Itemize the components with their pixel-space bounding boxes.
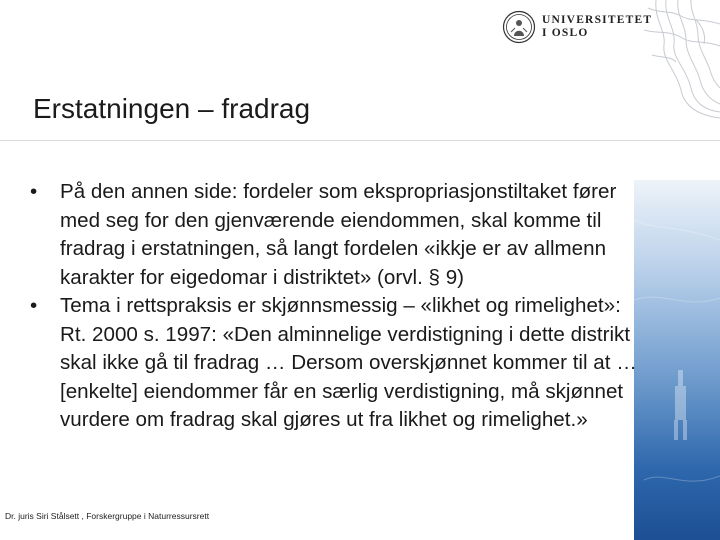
bullet-text: På den annen side: fordeler som ekspropriasjonstiltaket fører med seg for den gjenværende eiendommen, skal komme til fradrag i erstatningen, så langt fordelen «ikkje er av allmenn karakter for eigedomar i distriktet» (orvl. § 9)	[60, 180, 617, 289]
title-divider	[0, 140, 720, 141]
statue-silhouette-icon	[634, 180, 720, 540]
slide-title: Erstatningen – fradrag	[33, 93, 311, 124]
university-logo	[502, 10, 652, 44]
bullet-item	[30, 178, 640, 292]
university-seal-icon	[502, 10, 536, 44]
logo-line-2: I OSLO	[542, 27, 589, 39]
decorative-side-band	[634, 180, 720, 540]
university-name	[542, 14, 652, 40]
bullet-item	[30, 292, 640, 435]
logo-line-1: UNIVERSITETET	[542, 14, 653, 26]
bullet-text: Tema i rettspraksis er skjønnsmessig – «likhet og rimelighet»: Rt. 2000 s. 1997: «Den alminnelige verdistigning i dette distrikt skal ikke gå til fradrag … Dersom overskjønnet kommer til at … [enkelte] eiendommer får en særlig verdistigning, må skjønnet vurdere om fradrag skal gjøres ut fra likhet og rimelighet.»	[60, 294, 637, 431]
bullet-list	[30, 178, 640, 435]
slide-footer: Dr. juris Siri Stålsett , Forskergruppe i Naturressursrett	[5, 511, 210, 521]
bullet-marker: •	[30, 294, 38, 317]
bullet-marker: •	[30, 180, 38, 203]
